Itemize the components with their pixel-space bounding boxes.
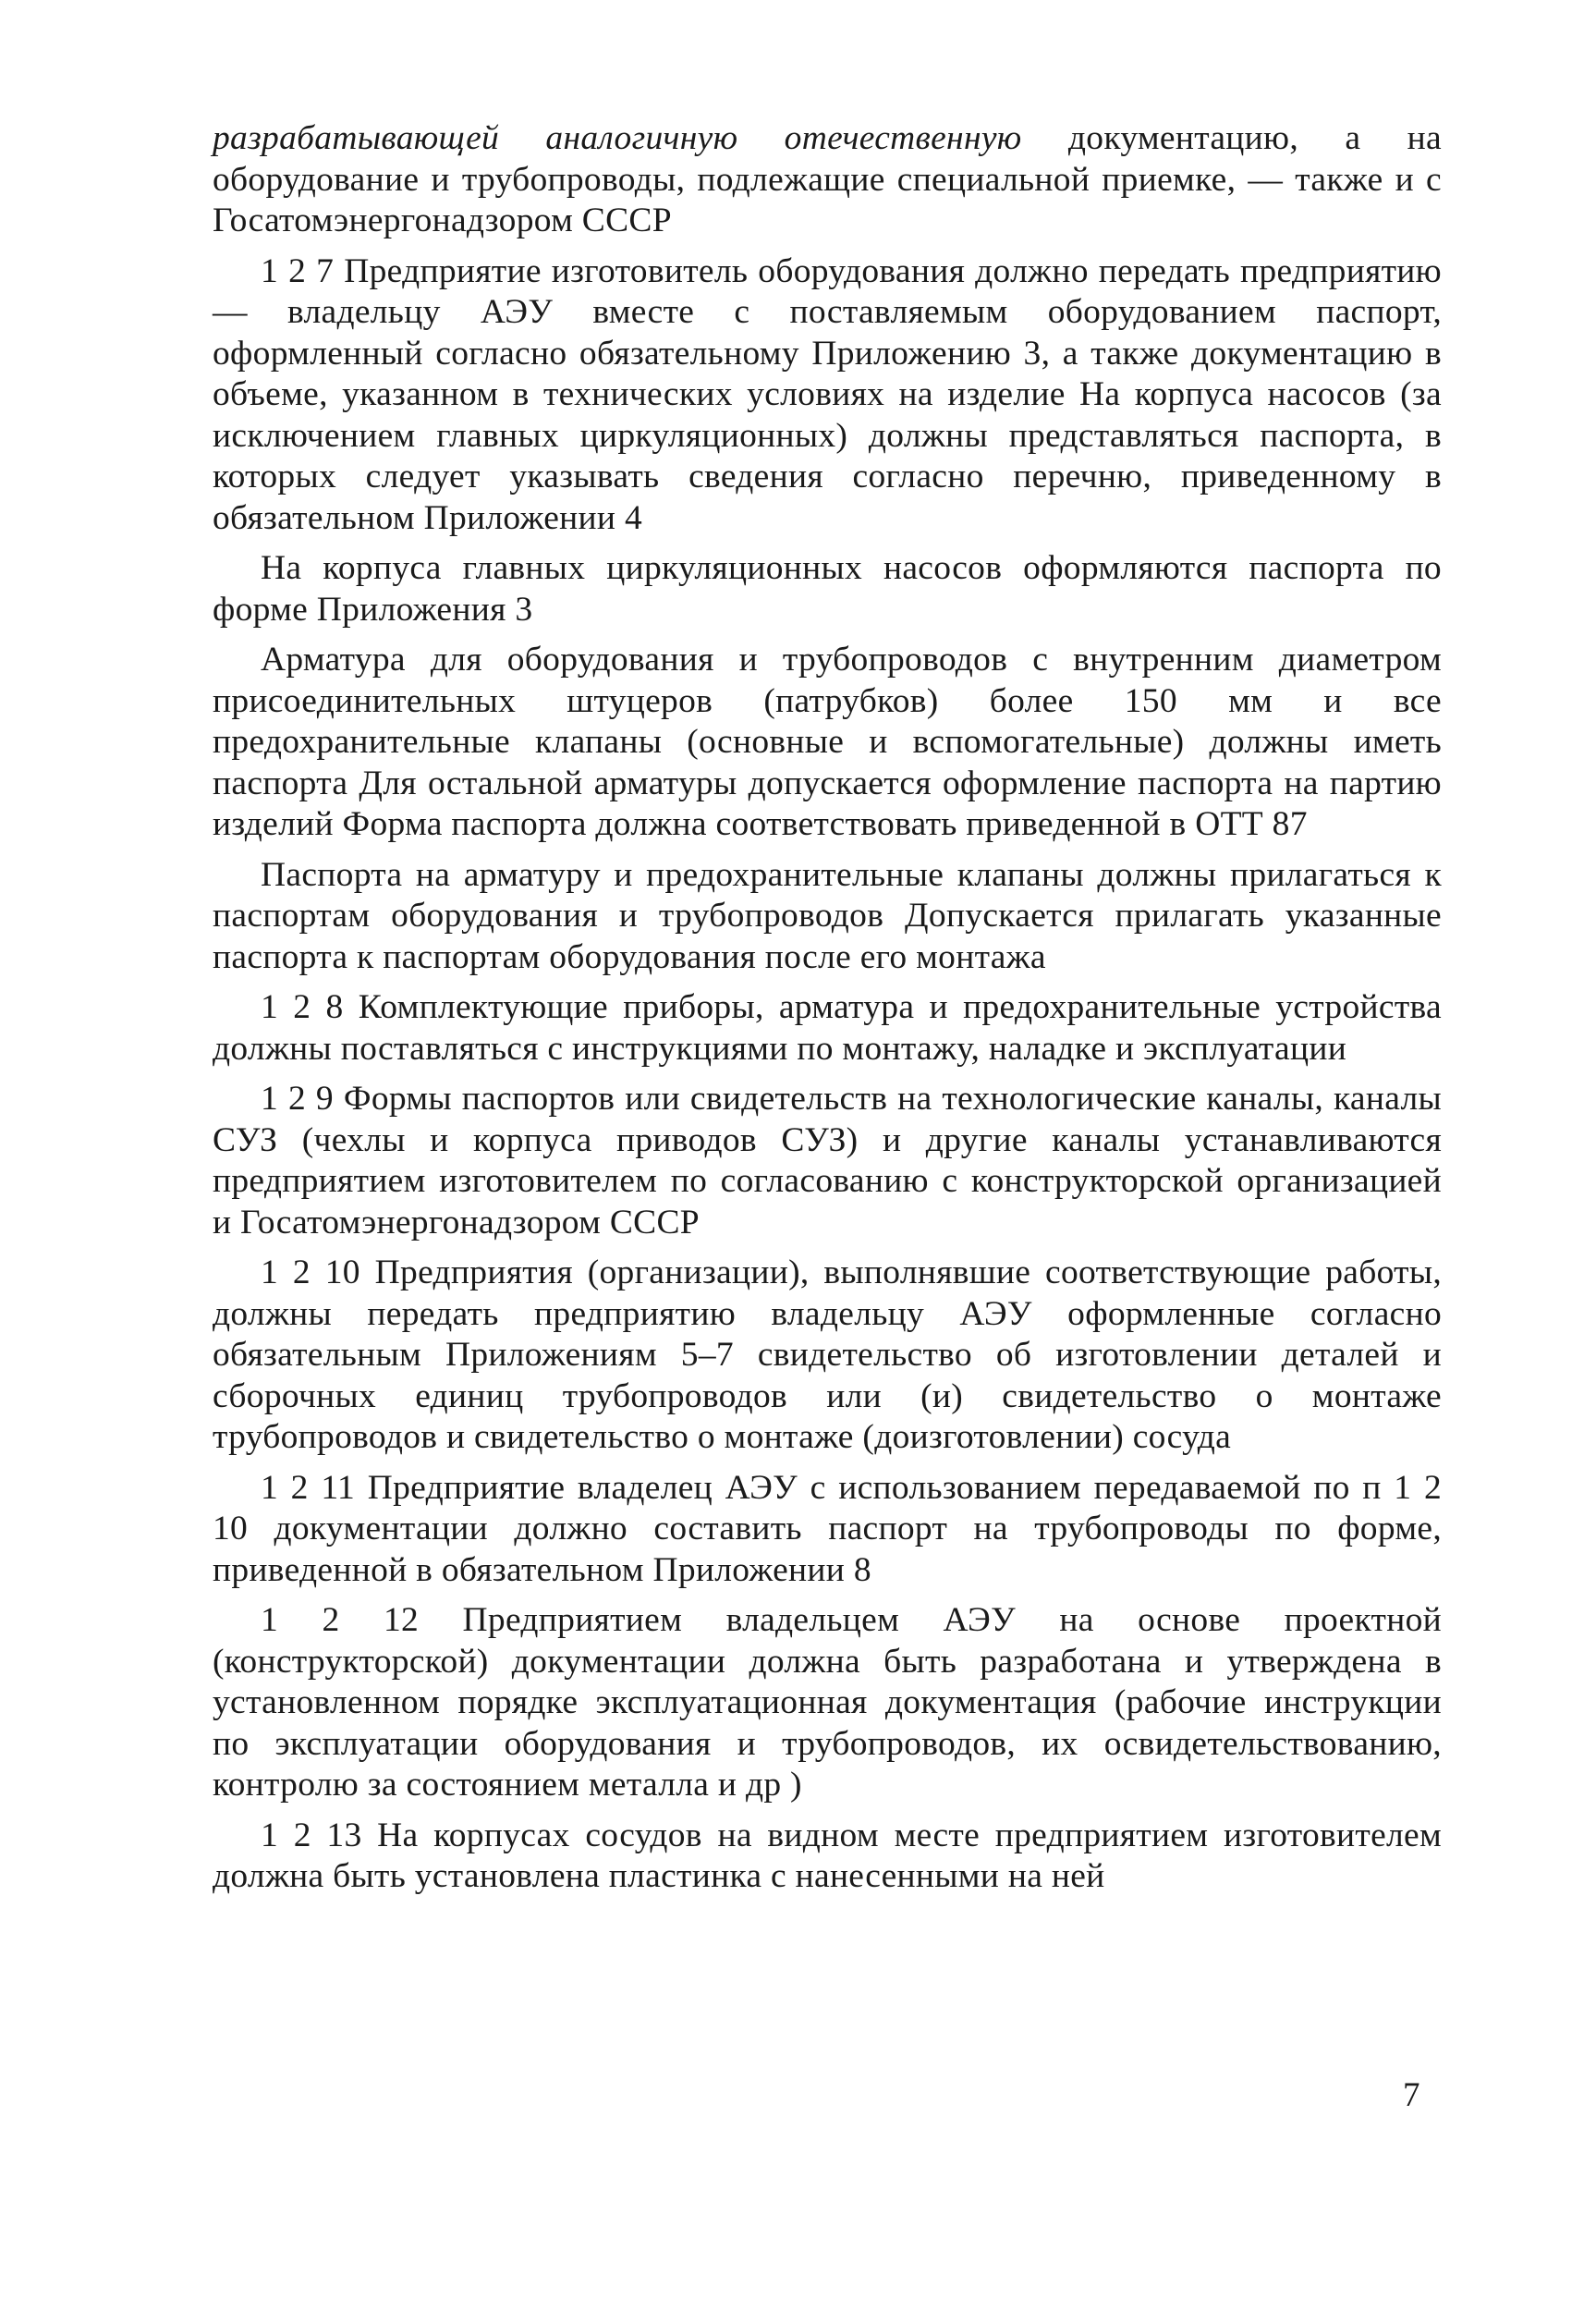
paragraph-armature-passports: Паспорта на арматуру и предохранительные клапаны должны прилагаться к паспортам оборудования и трубопроводов Допускается прилагать указанные паспорта к паспортам оборудования после его монтажа xyxy=(213,855,1442,976)
paragraph-1-2-13: 1 2 13 На корпусах сосудов на видном месте предприятием изготовителем должна быть установлена пластинка с нанесенными на ней xyxy=(213,1816,1442,1895)
paragraph-text: документацию, а на оборудование и трубопроводы, подлежащие специальной приемке, — также и с Госатомэнергонадзором СССР xyxy=(213,119,1442,239)
paragraph-armature: Арматура для оборудования и трубопроводов с внутренним диаметром присоединительных штуцеров (патрубков) более 150 мм и все предохранительные клапаны (основные и вспомогательные) должны иметь паспорта Для остальной арматуры допускается оформление паспорта на партию изделий Форма паспорта должна соответствовать приведенной в ОТТ 87 xyxy=(213,641,1442,843)
document-page xyxy=(213,118,1442,1907)
paragraph-1-2-12: 1 2 12 Предприятием владельцем АЭУ на основе проектной (конструкторской) документации должна быть разработана и утверждена в установленном порядке эксплуатационная документация (рабочие инструкции по эксплуатации оборудования и трубопроводов, их освидетельствованию, контролю за состоянием металла и др ) xyxy=(213,1601,1442,1804)
paragraph-main-pumps: На корпуса главных циркуляционных насосов оформляются паспорта по форме Приложения 3 xyxy=(213,549,1442,629)
page-number: 7 xyxy=(1403,2076,1420,2114)
paragraph-continuation xyxy=(213,118,1442,242)
paragraph-1-2-9: 1 2 9 Формы паспортов или свидетельств на технологические каналы, каналы СУЗ (чехлы и корпуса приводов СУЗ) и другие каналы устанавливаются предприятием изготовителем по согласованию с конструкторской организацией и Госатомэнергонадзором СССР xyxy=(213,1080,1442,1242)
paragraph-1-2-10: 1 2 10 Предприятия (организации), выполнявшие соответствующие работы, должны передать предприятию владельцу АЭУ оформленные согласно обязательным Приложениям 5–7 свидетельство об изготовлении деталей и сборочных единиц трубопроводов или (и) свидетельство о монтаже трубопроводов и свидетельство о монтаже (доизготовлении) сосуда xyxy=(213,1254,1442,1456)
paragraph-1-2-8: 1 2 8 Комплектующие приборы, арматура и предохранительные устройства должны поставляться с инструкциями по монтажу, наладке и эксплуатации xyxy=(213,988,1442,1068)
paragraph-1-2-7: 1 2 7 Предприятие изготовитель оборудования должно передать предприятию — владельцу АЭУ вместе с поставляемым оборудованием паспорт, оформленный согласно обязательному Приложению 3, а также документацию в объеме, указанном в технических условиях на изделие На корпуса насосов (за исключением главных циркуляционных) должны представляться паспорта, в которых следует указывать сведения согласно перечню, приведенному в обязательном Приложении 4 xyxy=(213,251,1442,537)
paragraph-1-2-11: 1 2 11 Предприятие владелец АЭУ с использованием передаваемой по п 1 2 10 документации должно составить паспорт на трубопроводы по форме, приведенной в обязательном Приложении 8 xyxy=(213,1468,1442,1589)
italic-lead: разрабатывающей аналогичную отечественную xyxy=(213,119,1022,157)
